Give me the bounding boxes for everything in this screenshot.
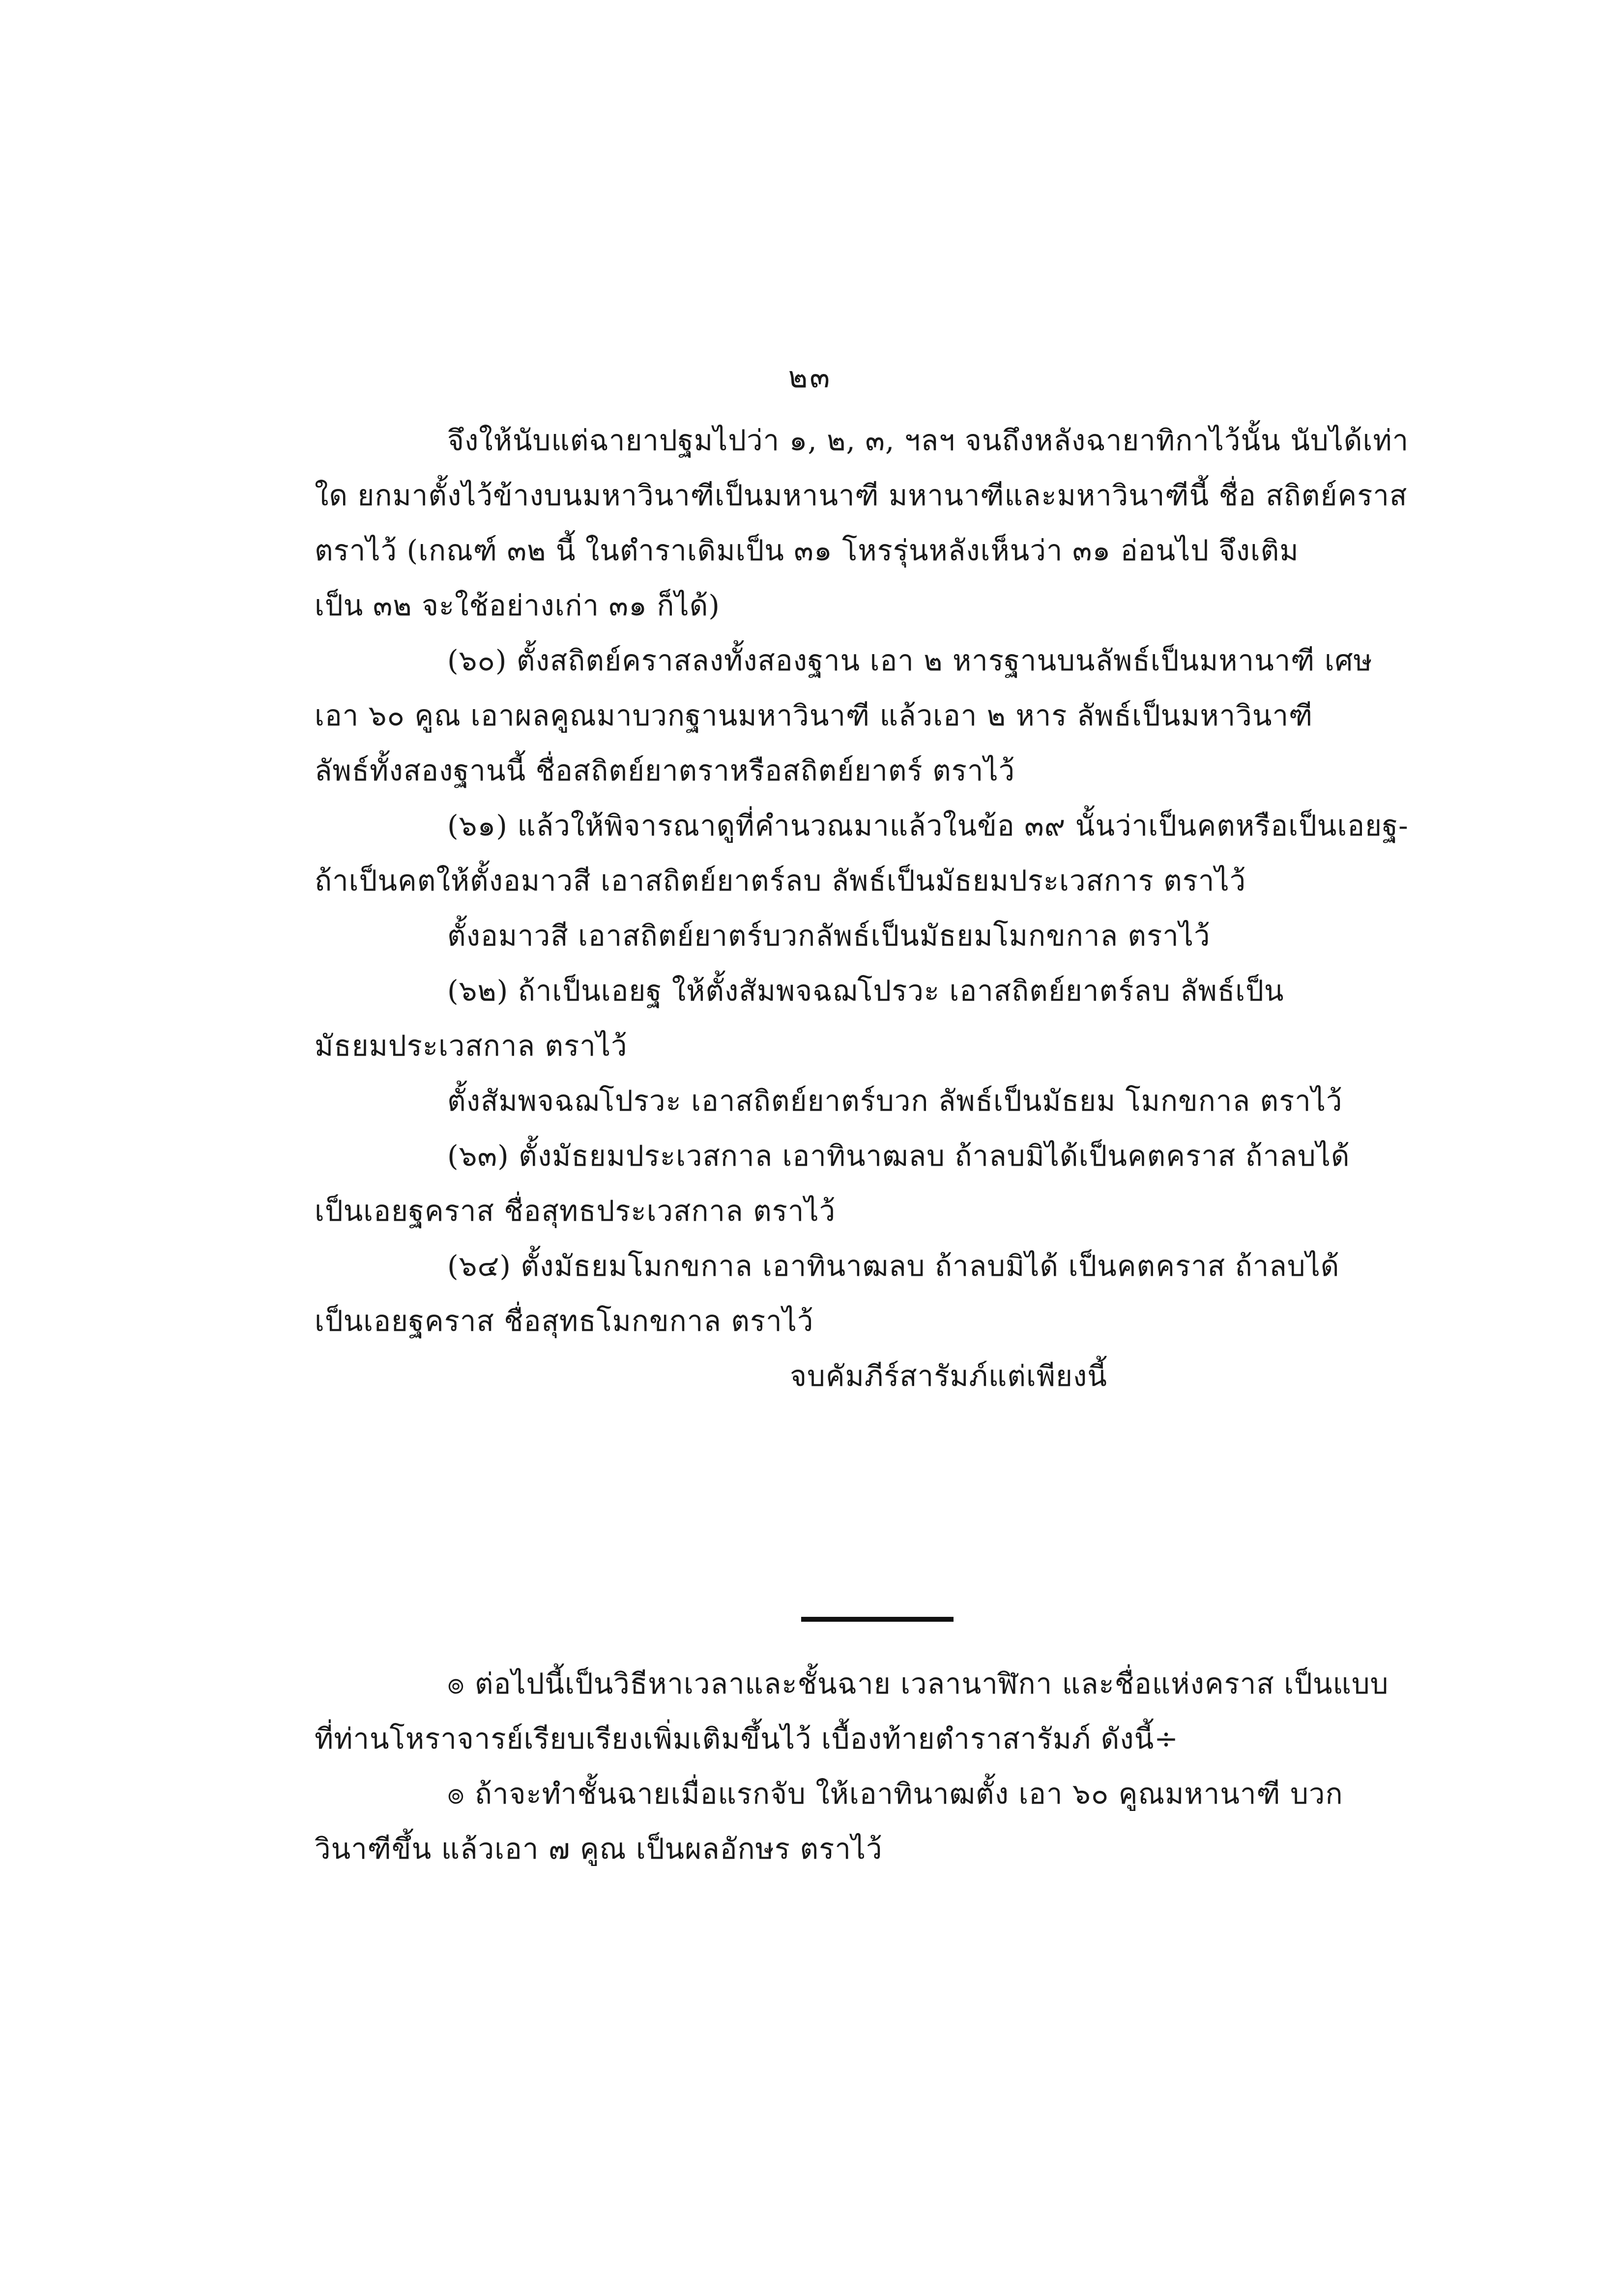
text-line: ใด ยกมาตั้งไว้ข้างบนมหาวินาฑีเป็นมหานาฑี มหานาฑีและมหาวินาฑีนี้ ชื่อ สถิตย์คราส (315, 479, 1408, 512)
text-line: ตราไว้ (เกณฑ์ ๓๒ นี้ ในตำราเดิมเป็น ๓๑ โหรรุ่นหลังเห็นว่า ๓๑ อ่อนไป จึงเติม (315, 534, 1299, 567)
text-line: ถ้าเป็นคตให้ตั้งอมาวสี เอาสถิตย์ยาตร์ลบ ลัพธ์เป็นมัธยมประเวสการ ตราไว้ (315, 864, 1246, 897)
text-line: (๖๔) ตั้งมัธยมโมกขกาล เอาทินาฒลบ ถ้าลบมิได้ เป็นคตคราส ถ้าลบได้ (447, 1249, 1340, 1283)
text-line: ลัพธ์ทั้งสองฐานนี้ ชื่อสถิตย์ยาตราหรือสถิตย์ยาตร์ ตราไว้ (315, 754, 1015, 787)
text-line: วินาฑีขึ้น แล้วเอา ๗ คูณ เป็นผลอักษร ตราไว้ (315, 1832, 883, 1866)
section-divider (801, 1617, 954, 1622)
main-text-block (315, 413, 1460, 1404)
text-line: เป็นเอยฐคราส ชื่อสุทธโมกขกาล ตราไว้ (315, 1304, 814, 1338)
text-line: (๖๒) ถ้าเป็นเอยฐ ให้ตั้งสัมพจฉฌโปรวะ เอาสถิตย์ยาตร์ลบ ลัพธ์เป็น (447, 974, 1284, 1007)
text-line: ตั้งอมาวสี เอาสถิตย์ยาตร์บวกลัพธ์เป็นมัธยมโมกขกาล ตราไว้ (447, 919, 1211, 952)
text-line: เป็นเอยฐคราส ชื่อสุทธประเวสกาล ตราไว้ (315, 1194, 836, 1228)
page-number: ๒๓ (788, 360, 832, 395)
text-line: จึงให้นับแต่ฉายาปฐมไปว่า ๑, ๒, ๓, ฯลฯ จนถึงหลังฉายาทิกาไว้นั้น นับได้เท่า (447, 424, 1409, 457)
text-line: (๖๐) ตั้งสถิตย์คราสลงทั้งสองฐาน เอา ๒ หารฐานบนลัพธ์เป็นมหานาฑี เศษ (447, 644, 1373, 677)
text-line: ตั้งสัมพจฉฌโปรวะ เอาสถิตย์ยาตร์บวก ลัพธ์เป็นมัธยม โมกขกาล ตราไว้ (447, 1084, 1343, 1118)
text-line: (๖๓) ตั้งมัธยมประเวสกาล เอาทินาฒลบ ถ้าลบมิได้เป็นคตคราส ถ้าลบได้ (447, 1139, 1350, 1173)
closing-line: จบคัมภีร์สารัมภ์แต่เพียงนี้ (790, 1359, 1107, 1393)
appendix-text-block (315, 1656, 1460, 1876)
text-line: ที่ท่านโหราจารย์เรียบเรียงเพิ่มเติมขึ้นไว้ เบื้องท้ายตำราสารัมภ์ ดังนี้÷ (315, 1722, 1179, 1755)
text-line: เป็น ๓๒ จะใช้อย่างเก่า ๓๑ ก็ได้) (315, 589, 721, 622)
text-line: (๖๑) แล้วให้พิจารณาดูที่คำนวณมาแล้วในข้อ ๓๙ นั้นว่าเป็นคตหรือเป็นเอยฐ- (447, 809, 1409, 842)
text-line: มัธยมประเวสกาล ตราไว้ (315, 1029, 628, 1062)
text-line: ๏ ต่อไปนี้เป็นวิธีหาเวลาและชั้นฉาย เวลานาฬิกา และชื่อแห่งคราส เป็นแบบ (447, 1667, 1389, 1700)
text-line: เอา ๖๐ คูณ เอาผลคูณมาบวกฐานมหาวินาฑี แล้วเอา ๒ หาร ลัพธ์เป็นมหาวินาฑี (315, 699, 1313, 732)
text-line: ๏ ถ้าจะทำชั้นฉายเมื่อแรกจับ ให้เอาทินาฒตั้ง เอา ๖๐ คูณมหานาฑี บวก (447, 1777, 1343, 1810)
